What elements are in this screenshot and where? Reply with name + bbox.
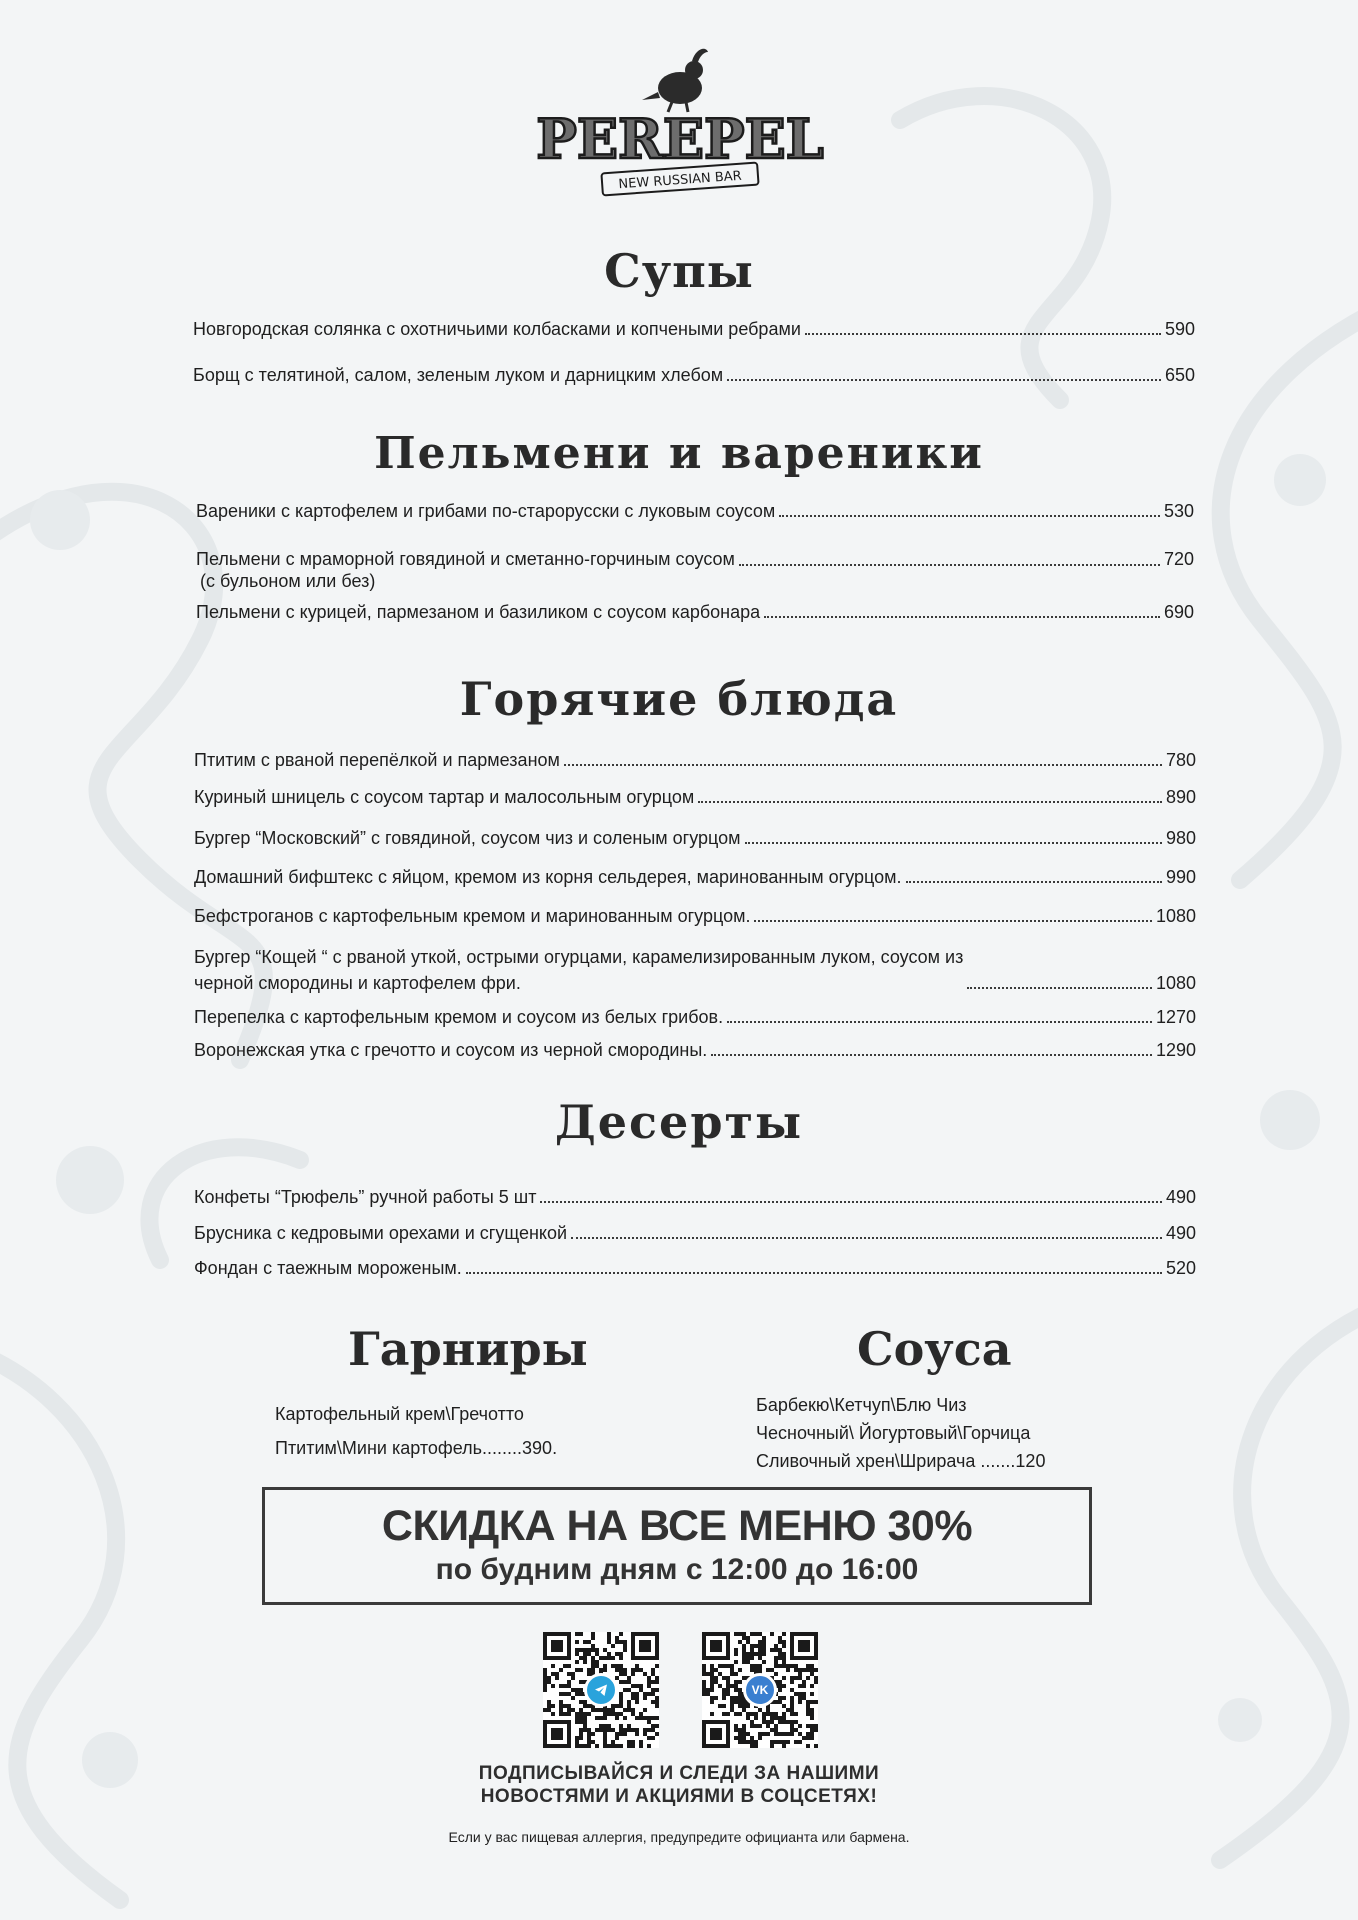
- leader-dots: [967, 987, 1152, 989]
- item-price: 490: [1165, 1187, 1196, 1207]
- perepel-logo: [536, 30, 824, 200]
- section-title-desserts: Десерты: [554, 1095, 804, 1149]
- sauces-line-3: [756, 1447, 1045, 1475]
- leader-dots: [727, 1021, 1152, 1023]
- leader-dots: [466, 1272, 1162, 1274]
- item-name: Вареники с картофелем и грибами по-старорусски с луковым соусом: [196, 501, 776, 521]
- logo-wordmark: PEREPEL: [536, 107, 824, 171]
- sides-list: [275, 1400, 557, 1462]
- item-price: 780: [1165, 750, 1196, 770]
- leader-dots: [711, 1054, 1152, 1056]
- menu-item: [194, 905, 1196, 927]
- menu-item: [194, 1222, 1196, 1244]
- telegram-qr-code[interactable]: [543, 1632, 659, 1748]
- leader-dots: .......: [980, 1451, 1016, 1471]
- leader-dots: [571, 1237, 1162, 1239]
- item-price: 650: [1164, 365, 1195, 385]
- menu-item: [194, 1186, 1196, 1208]
- item-name: Пельмени с мраморной говядиной и сметанно-горчиным соусом: [196, 549, 735, 569]
- leader-dots: [739, 564, 1160, 566]
- sides-price: 390.: [522, 1438, 558, 1458]
- menu-item: [193, 364, 1195, 386]
- section-title-sauces: Соуса: [857, 1322, 1012, 1376]
- sides-line-2: [275, 1434, 557, 1462]
- discount-schedule: по будним дням с 12:00 до 16:00: [435, 1553, 919, 1586]
- leader-dots: [906, 881, 1162, 883]
- follow-line-2: НОВОСТЯМИ И АКЦИЯМИ В СОЦСЕТЯХ!: [480, 1786, 878, 1807]
- sauces-line-1: Барбекю\Кетчуп\Блю Чиз: [756, 1395, 967, 1415]
- menu-item: [194, 786, 1196, 808]
- menu-item: [194, 827, 1196, 849]
- menu-item: [194, 1039, 1196, 1061]
- item-price: 990: [1165, 867, 1196, 887]
- item-name: Пельмени с курицей, пармезаном и базиликом с соусом карбонара: [196, 602, 761, 622]
- vk-icon: VK: [743, 1673, 777, 1707]
- menu-item: [194, 1257, 1196, 1279]
- sauces-list: [756, 1391, 1045, 1475]
- item-name: Фондан с таежным мороженым.: [194, 1258, 462, 1278]
- item-price: 1290: [1155, 1040, 1196, 1060]
- menu-item: [194, 944, 1196, 994]
- leader-dots: [698, 801, 1162, 803]
- menu-item: [196, 601, 1194, 623]
- item-price: 690: [1163, 602, 1194, 622]
- leader-dots: [779, 515, 1160, 517]
- item-name: Воронежская утка с гречотто и соусом из черной смородины.: [194, 1040, 708, 1060]
- item-name: Куриный шницель с соусом тартар и малосольным огурцом: [194, 787, 695, 807]
- sides-items: Птитим\Мини картофель: [275, 1438, 483, 1458]
- item-name: Перепелка с картофельным кремом и соусом из белых грибов.: [194, 1007, 724, 1027]
- item-name: Конфеты “Трюфель” ручной работы 5 шт: [194, 1187, 537, 1207]
- item-price: 720: [1163, 549, 1194, 569]
- section-title-sides: Гарниры: [348, 1322, 588, 1376]
- leader-dots: [754, 920, 1151, 922]
- leader-dots: [745, 842, 1162, 844]
- allergy-note: Если у вас пищевая аллергия, предупредите официанта или бармена.: [448, 1829, 910, 1845]
- item-price: 890: [1165, 787, 1196, 807]
- leader-dots: [764, 616, 1160, 618]
- item-price: 520: [1165, 1258, 1196, 1278]
- item-price: 1270: [1155, 1007, 1196, 1027]
- sauces-price: 120: [1015, 1451, 1046, 1471]
- item-name: Птитим с рваной перепёлкой и пармезаном: [194, 750, 560, 770]
- menu-item: [194, 1006, 1196, 1028]
- discount-banner: [262, 1487, 1092, 1605]
- menu-item: [193, 318, 1195, 340]
- item-name: черной смородины и картофелем фри.: [194, 973, 521, 993]
- quail-icon: [642, 49, 708, 112]
- follow-line-1: ПОДПИСЫВАЙСЯ И СЛЕДИ ЗА НАШИМИ: [478, 1763, 880, 1784]
- leader-dots: [564, 764, 1162, 766]
- item-price: 1080: [1155, 906, 1196, 926]
- item-price: 980: [1165, 828, 1196, 848]
- discount-headline: СКИДКА НА ВСЕ МЕНЮ 30%: [381, 1502, 973, 1550]
- leader-dots: ........: [482, 1438, 523, 1458]
- section-title-dumplings: Пельмени и вареники: [374, 428, 984, 479]
- item-price: 1080: [1155, 973, 1196, 993]
- sides-line-1: Картофельный крем\Гречотто: [275, 1404, 524, 1424]
- section-title-hot-dishes: Горячие блюда: [459, 672, 899, 726]
- item-price: 590: [1164, 319, 1195, 339]
- logo-tagline: NEW RUSSIAN BAR: [618, 168, 743, 193]
- sauces-items: Сливочный хрен\Шрирача: [756, 1451, 976, 1471]
- item-note: (с бульоном или без): [200, 571, 376, 591]
- item-name: Домашний бифштекс с яйцом, кремом из корня сельдерея, маринованным огурцом.: [194, 867, 902, 887]
- item-name: Новгородская солянка с охотничьими колбасками и копчеными ребрами: [193, 319, 801, 339]
- menu-item: [194, 749, 1196, 771]
- leader-dots: [727, 379, 1161, 381]
- item-name: Борщ с телятиной, салом, зеленым луком и дарницким хлебом: [193, 365, 724, 385]
- menu-item: [196, 548, 1194, 592]
- section-title-soups: Супы: [604, 244, 754, 298]
- item-name-line1: Бургер “Кощей “ с рваной уткой, острыми огурцами, карамелизированным луком, соусом из: [194, 947, 964, 967]
- sauces-line-2: Чесночный\ Йогуртовый\Горчица: [756, 1423, 1031, 1443]
- item-price: 490: [1165, 1223, 1196, 1243]
- menu-item: [196, 500, 1194, 522]
- leader-dots: [805, 333, 1161, 335]
- menu-item: [194, 866, 1196, 888]
- item-name: Бефстроганов с картофельным кремом и маринованным огурцом.: [194, 906, 751, 926]
- leader-dots: [540, 1201, 1162, 1203]
- item-name: Бургер “Московский” с говядиной, соусом чиз и соленым огурцом: [194, 828, 741, 848]
- vk-qr-code[interactable]: [702, 1632, 818, 1748]
- item-name: Брусника с кедровыми орехами и сгущенкой: [194, 1223, 568, 1243]
- social-follow-text: [0, 1762, 1358, 1808]
- item-price: 530: [1163, 501, 1194, 521]
